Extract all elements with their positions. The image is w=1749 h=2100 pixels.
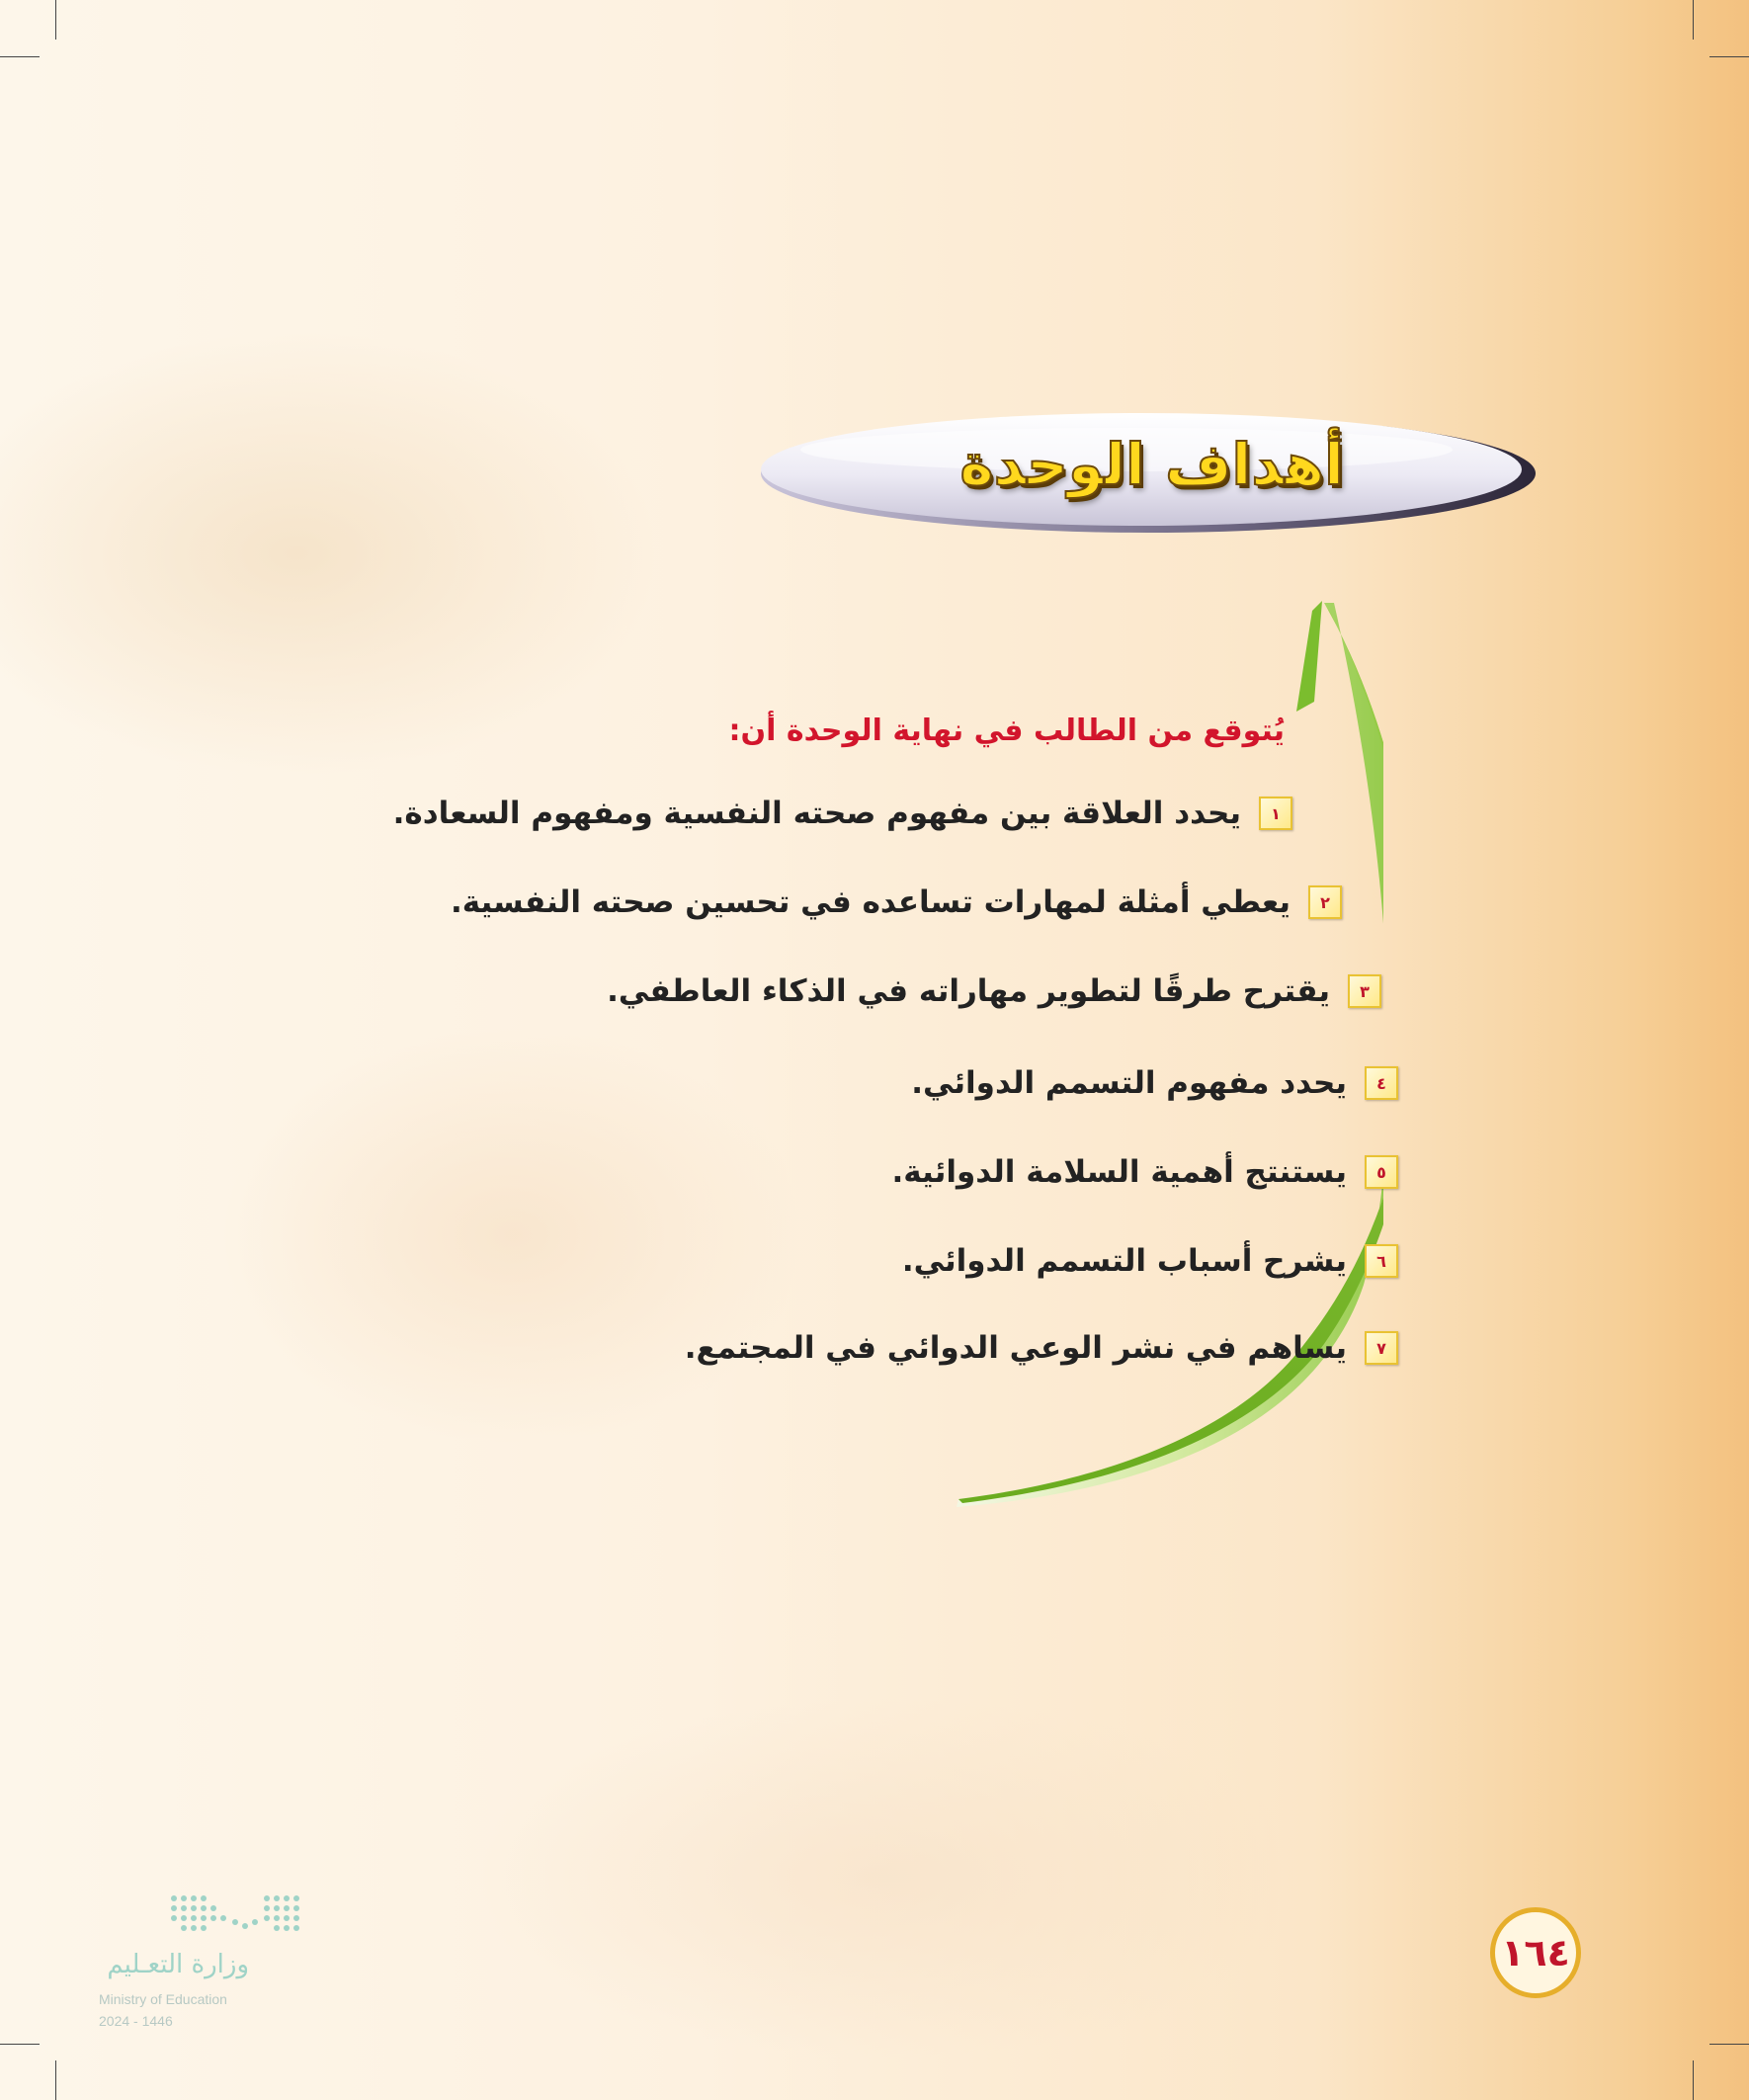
objective-number-badge: ٤	[1365, 1066, 1398, 1100]
objective-text: يشرح أسباب التسمم الدوائي.	[901, 1243, 1347, 1279]
objective-text: يعطي أمثلة لمهارات تساعده في تحسين صحته النفسية.	[450, 884, 1291, 920]
objective-text: يستنتج أهمية السلامة الدوائية.	[891, 1154, 1347, 1190]
objective-number-badge: ٣	[1348, 974, 1381, 1008]
objective-number-badge: ١	[1259, 797, 1292, 830]
unit-title: أهداف الوحدة	[959, 431, 1344, 498]
crop-mark	[55, 2060, 56, 2100]
objective-item	[451, 884, 1342, 920]
objective-item	[891, 1154, 1398, 1190]
objective-item	[393, 796, 1292, 831]
ministry-dots-icon	[170, 1892, 318, 1936]
ministry-name-en: Ministry of Education	[99, 1991, 227, 2007]
objective-item	[607, 973, 1381, 1009]
ministry-logo	[91, 1892, 348, 2041]
objective-number-badge: ٢	[1308, 885, 1342, 919]
objective-text: يحدد العلاقة بين مفهوم صحته النفسية ومفهوم السعادة.	[392, 796, 1241, 831]
objective-text: يقترح طرقًا لتطوير مهاراته في الذكاء العاطفي.	[607, 973, 1330, 1009]
crop-mark	[0, 2044, 40, 2045]
objective-text: يساهم في نشر الوعي الدوائي في المجتمع.	[684, 1330, 1347, 1366]
objective-number-badge: ٥	[1365, 1155, 1398, 1189]
crop-mark	[1693, 2060, 1694, 2100]
objective-item	[902, 1243, 1398, 1279]
page-number: ١٦٤	[1490, 1907, 1581, 1998]
objective-number-badge: ٦	[1365, 1244, 1398, 1278]
objective-item	[685, 1330, 1398, 1366]
objective-text: يحدد مفهوم التسمم الدوائي.	[911, 1065, 1347, 1101]
objective-number-badge: ٧	[1365, 1331, 1398, 1365]
objective-item	[911, 1065, 1398, 1101]
objectives-intro: يُتوقع من الطالب في نهاية الوحدة أن:	[728, 714, 1285, 748]
ministry-name-ar: وزارة التعـليم	[107, 1950, 249, 1979]
edition-year: 2024 - 1446	[99, 2013, 173, 2029]
crop-mark	[1709, 2044, 1749, 2045]
